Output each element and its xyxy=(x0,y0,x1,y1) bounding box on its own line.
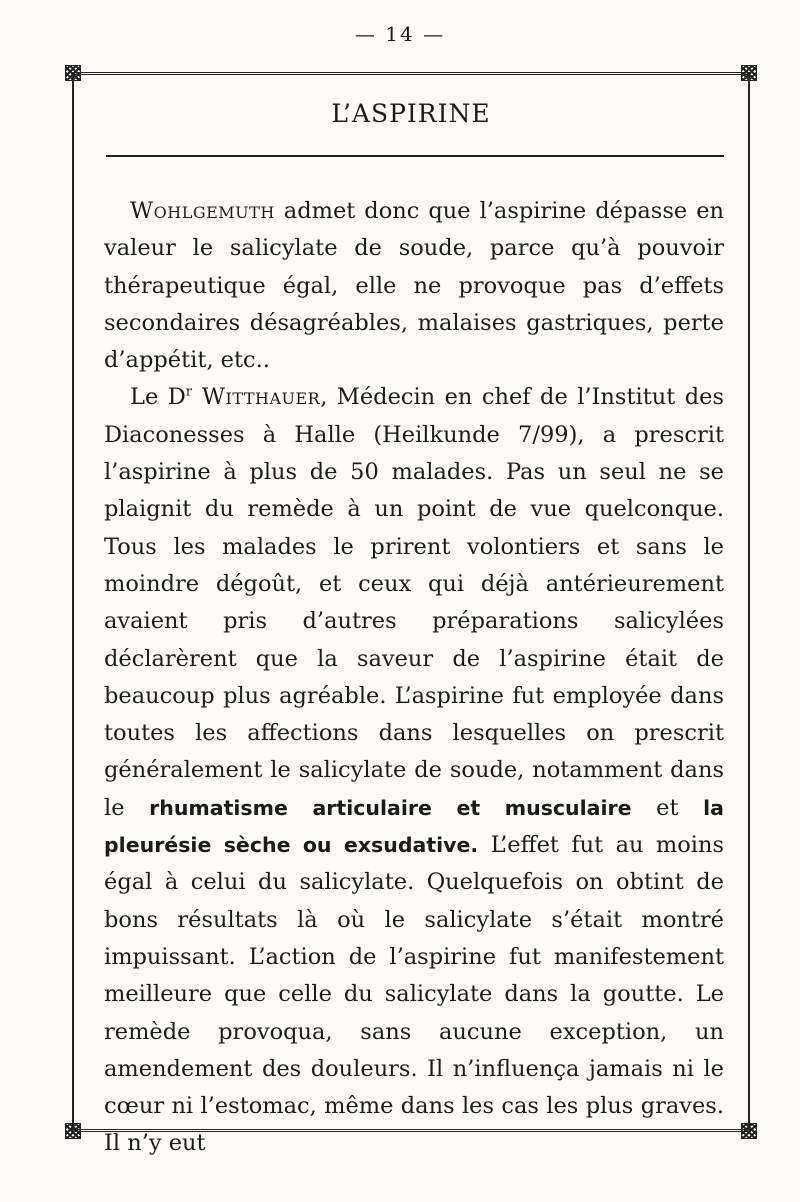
corner-ornament-icon xyxy=(65,65,81,81)
emphasis-text: la pleurésie sèche ou exsudative. xyxy=(104,795,724,858)
running-title: L’ASPIRINE xyxy=(331,99,491,128)
title-rule xyxy=(106,155,724,157)
author-name: Wohlgemuth xyxy=(130,198,275,224)
corner-ornament-icon xyxy=(65,1123,81,1139)
corner-ornament-icon xyxy=(741,1123,757,1139)
page-frame xyxy=(72,72,750,1157)
author-name: Witthauer xyxy=(191,384,321,411)
paragraph: Le $D^r$ Witthauer, Médecin en chef de l’Institut des Diaconesses à Halle (Heilkunde 7/99), a prescrit l’aspirine à plus de 50 malades. Pas un seul ne se plaignit du remède à un point de vue quelconque. Tous les malades le prirent volontiers et sans le moindre dégoût, et ceux qui déjà antérieurement avaient pris d’autres préparations salicylées déclarèrent que la saveur de l’aspirine était de beaucoup plus agréable. L’aspirine fut employée dans toutes les affections dans lesquelles on prescrit généralement le salicylate de soude, notamment dans le rhumatisme articulaire et musculaire et la pleurésie sèche ou exsudative. L’effet fut au moins égal à celui du salicylate. Quelquefois on obtint de bons résultats là où le salicylate s’était montré impuissant. L’action de l’aspirine fut manifestement meilleure que celle du salicylate dans la goutte. Le remède provoqua, sans aucune exception, un amendement des douleurs. Il n’influença jamais ni le cœur ni l’estomac, même dans les cas les plus graves. Il n’y eut xyxy=(104,384,724,1157)
goutte-text: la goutte. xyxy=(570,981,684,1008)
page-number: — 14 — xyxy=(354,22,446,46)
emphasis-text: rhumatisme articulaire et musculaire xyxy=(149,795,632,820)
corner-ornament-icon xyxy=(741,65,757,81)
body-text xyxy=(104,193,724,1163)
paragraph xyxy=(104,193,724,379)
paragraph-text: admet donc que l’aspirine dépasse en valeur le salicylate de soude, parce qu’à pouvoir thérapeutique égal, elle ne provoque pas d’effets secondaires désagréables, malaises gastriques, perte d’appétit, etc.. xyxy=(104,198,724,374)
